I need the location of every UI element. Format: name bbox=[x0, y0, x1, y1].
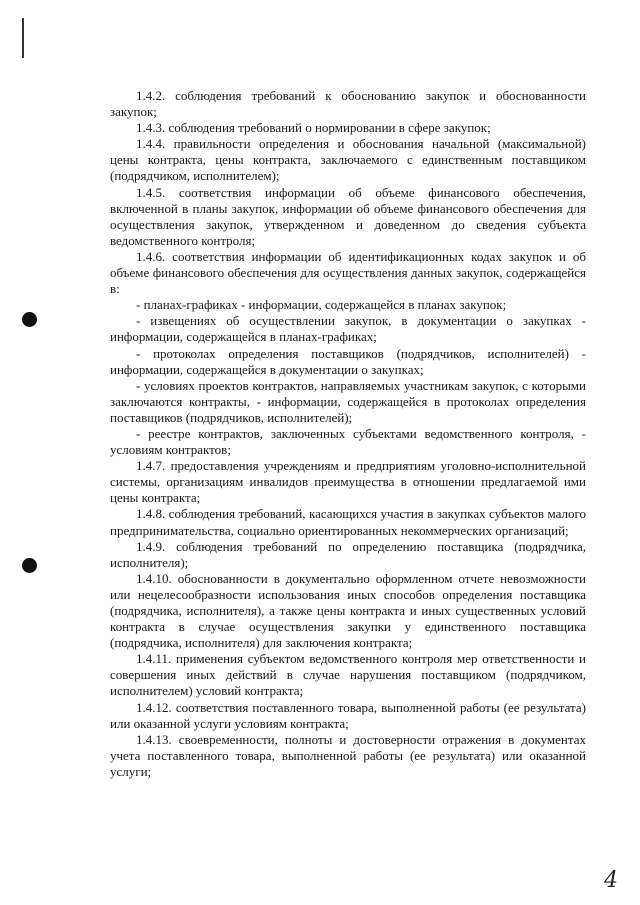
list-item-contract-drafts: - условиях проектов контрактов, направляемых участникам закупок, с которыми заключаются контракты, - информации, содержащейся в протоколах определения поставщиков (подрядчиков, исполнителей); bbox=[110, 377, 586, 425]
list-item-notices: - извещениях об осуществлении закупок, в документации о закупках - информации, содержащейся в планах-графиках; bbox=[110, 313, 586, 345]
paragraph-1-4-6: 1.4.6. соответствия информации об идентификационных кодах закупок и об объеме финансового обеспечения для осуществления данных закупок, содержащейся в: bbox=[110, 248, 586, 297]
list-item-plans-schedules: - планах-графиках - информации, содержащейся в планах закупок; bbox=[136, 297, 507, 313]
paragraph-1-4-7: 1.4.7. предоставления учреждениям и предприятиям уголовно-исполнительной системы, организациям инвалидов преимущества в отношении предлагаемой ими цены контракта; bbox=[110, 458, 586, 506]
list-item-protocols: - протоколах определения поставщиков (подрядчиков, исполнителей) - информации, содержащейся в документации о закупках; bbox=[110, 345, 586, 377]
page-number: 4 bbox=[604, 868, 618, 893]
paragraph-1-4-10: 1.4.10. обоснованности в документально оформленном отчете невозможности или нецелесообразности использования иных способов определения поставщика (подрядчика, исполнителя), а также цены контракта и иных существенных условий контракта в случае осуществления закупки у единственного поставщика (подрядчика, исполнителя) для заключения контракта; bbox=[110, 570, 586, 651]
paragraph-1-4-5: 1.4.5. соответствия информации об объеме финансового обеспечения, включенной в планы закупок, информации об объеме финансового обеспечения для осуществления закупок, утвержденном и доведенном до сведения субъекта ведомственного контроля; bbox=[110, 184, 586, 248]
list-item-contract-registry: - реестре контрактов, заключенных субъектами ведомственного контроля, - условиям контрактов; bbox=[110, 425, 586, 458]
paragraph-1-4-9: 1.4.9. соблюдения требований по определению поставщика (подрядчика, исполнителя); bbox=[110, 538, 586, 570]
paragraph-1-4-2: 1.4.2. соблюдения требований к обоснованию закупок и обоснованности закупок; bbox=[110, 88, 586, 120]
paragraph-1-4-3: 1.4.3. соблюдения требований о нормировании в сфере закупок; bbox=[136, 120, 491, 136]
document-body bbox=[110, 88, 586, 780]
paragraph-1-4-12: 1.4.12. соответствия поставленного товара, выполненной работы (ее результата) или оказанной услуги условиям контракта; bbox=[110, 699, 586, 731]
scan-margin-line bbox=[22, 18, 24, 58]
paragraph-1-4-4: 1.4.4. правильности определения и обоснования начальной (максимальной) цены контракта, цены контракта, заключаемого с единственным поставщиком (подрядчиком, исполнителем); bbox=[110, 136, 586, 184]
paragraph-1-4-8: 1.4.8. соблюдения требований, касающихся участия в закупках субъектов малого предпринимательства, социально ориентированных некоммерческих организаций; bbox=[110, 506, 586, 538]
punch-hole-top bbox=[22, 312, 37, 327]
paragraph-1-4-11: 1.4.11. применения субъектом ведомственного контроля мер ответственности и совершения иных действий в случае нарушения поставщиком (подрядчиком, исполнителем) условий контракта; bbox=[110, 651, 586, 699]
punch-hole-bottom bbox=[22, 558, 37, 573]
paragraph-1-4-13: 1.4.13. своевременности, полноты и достоверности отражения в документах учета поставленного товара, выполненной работы (ее результата) или оказанной услуги; bbox=[110, 731, 586, 779]
